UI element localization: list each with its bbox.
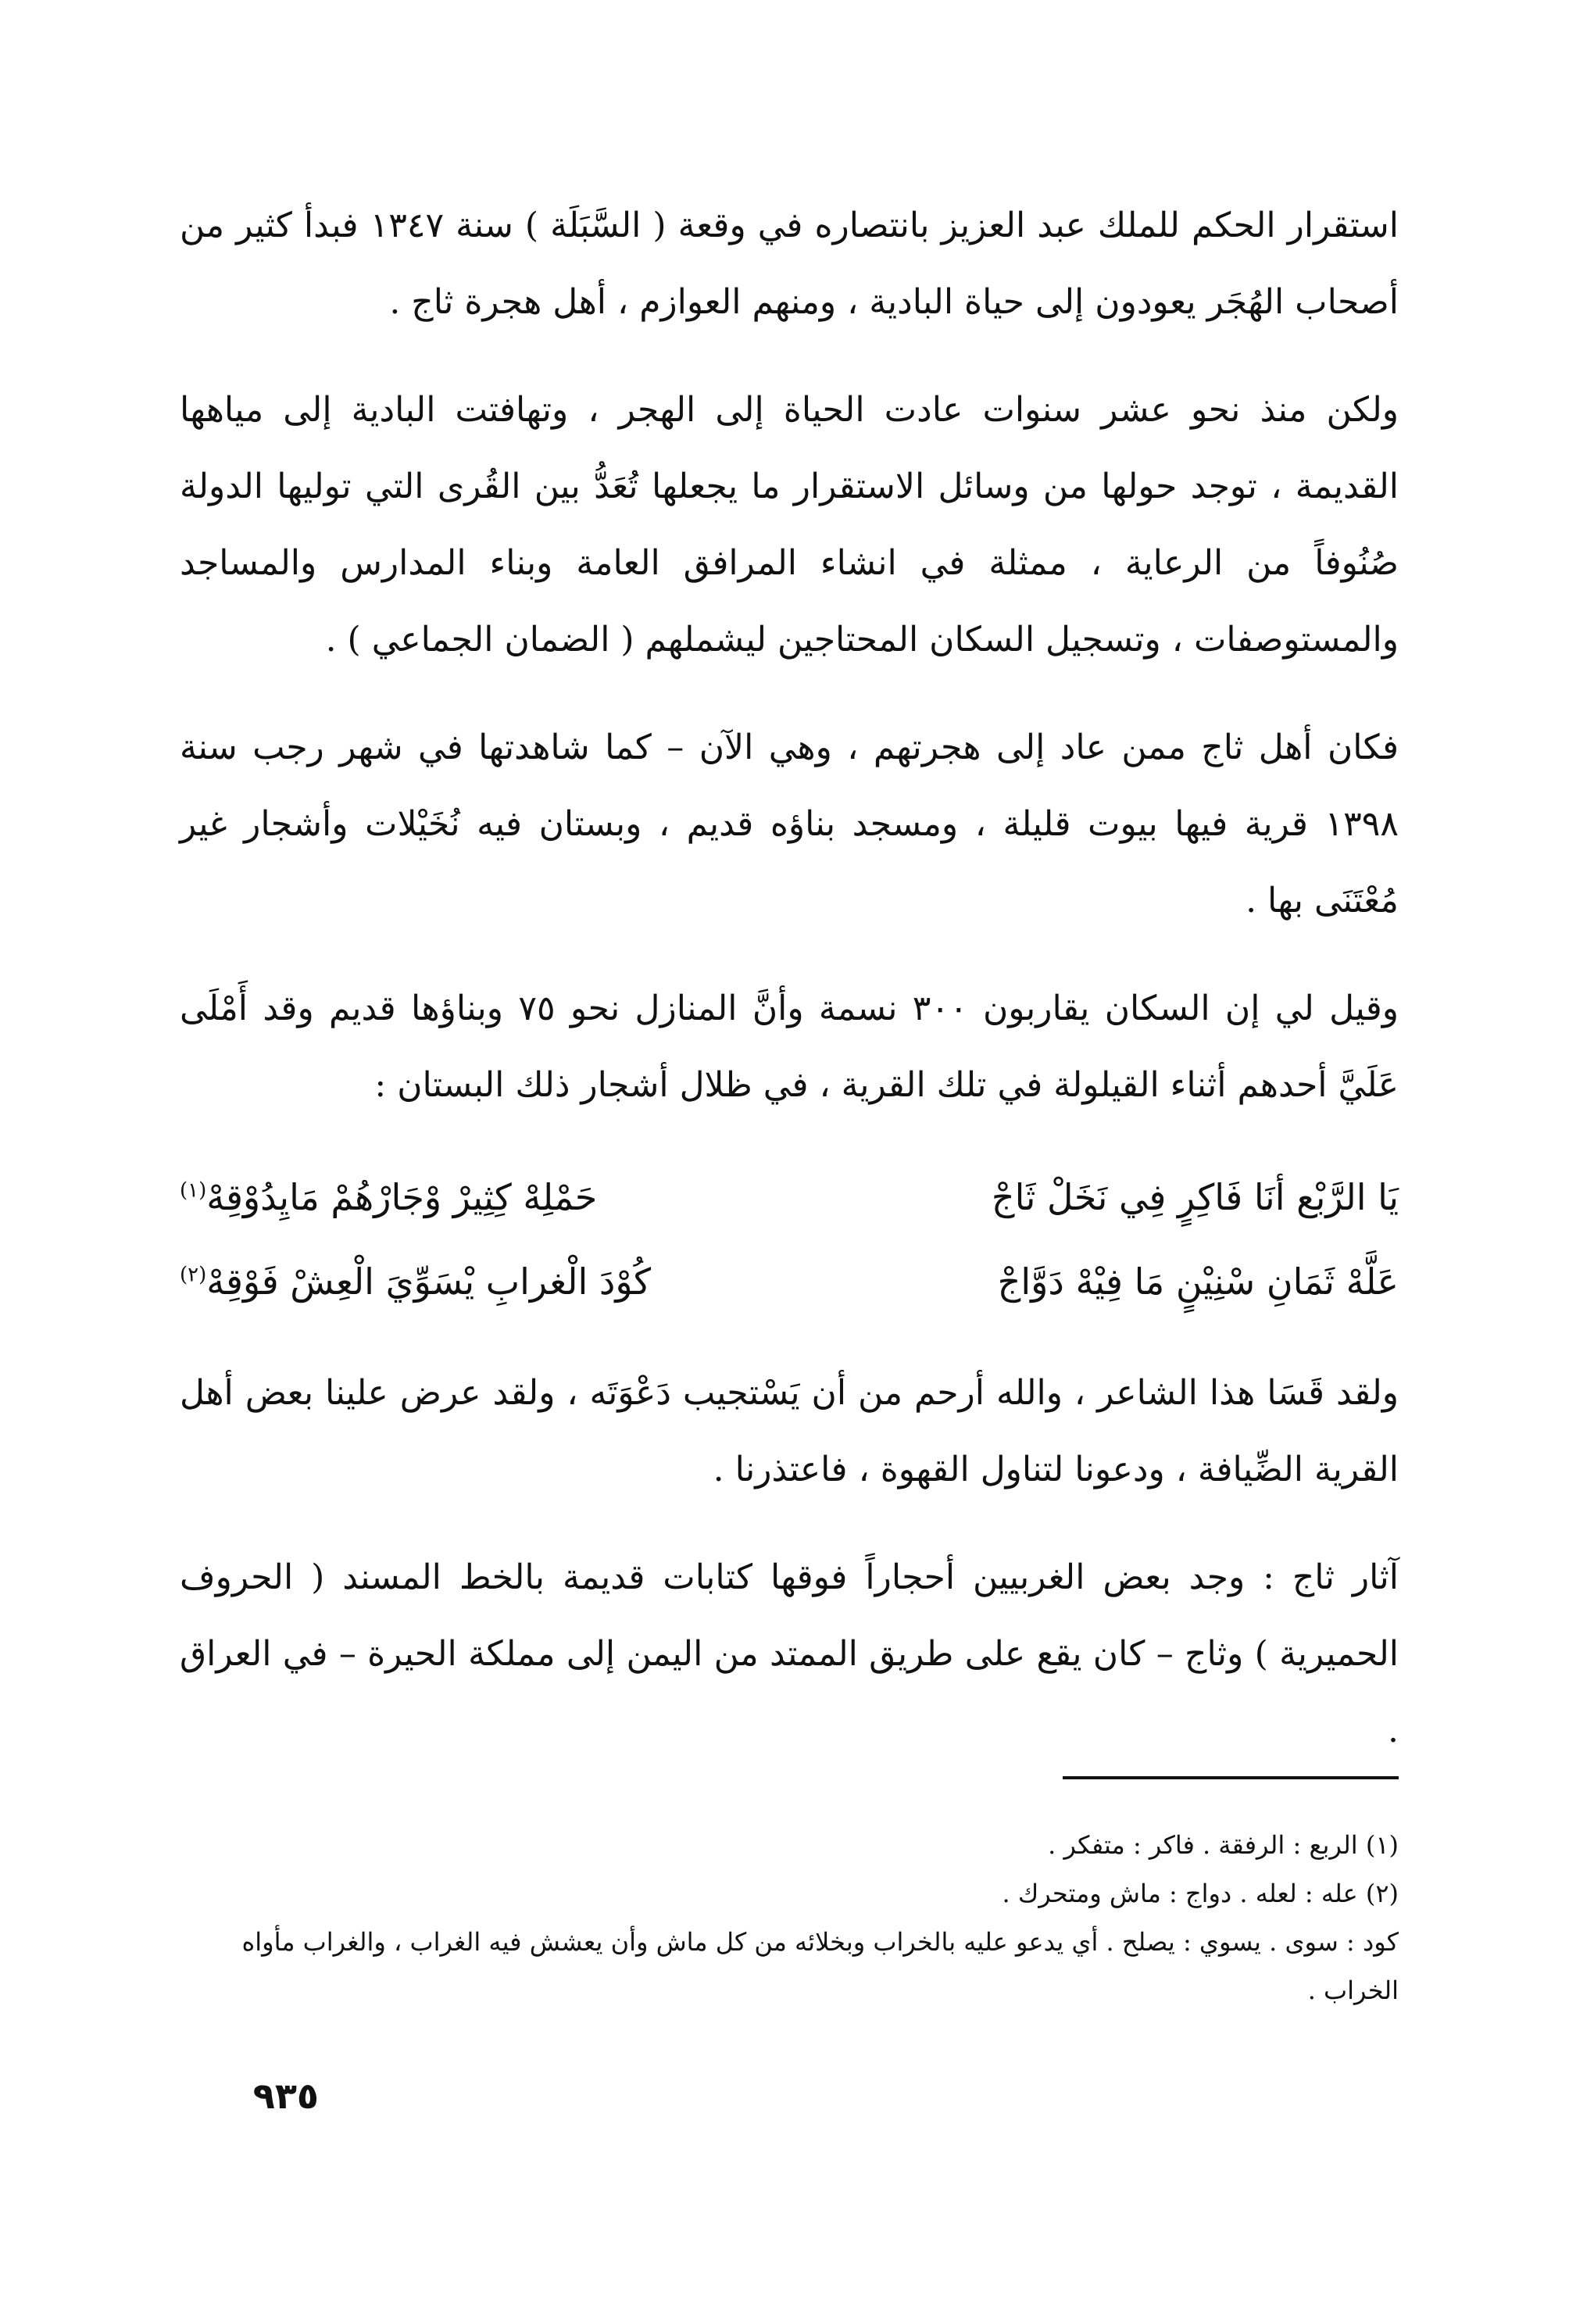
verse-first-hemistich: يَا الرَّبْع أنَا فَاكِرٍ فِي نَخَلْ ثَاجْ [991,1176,1399,1218]
page-number: ٩٣٥ [252,2075,319,2117]
paragraph: ولقد قَسَا هذا الشاعر ، والله أرحم من أن يَسْتجيب دَعْوَتَه ، ولقد عرض علينا بعض أهل القرية الضِّيافة ، ودعونا لتناول القهوة ، فاعتذرنا . [180,1373,1399,1489]
footnote-ref: (٢) [180,1263,207,1287]
main-text [180,188,1399,1800]
verse-first-hemistich: عَلَّهْ ثَمَانِ سْنِيْنٍ مَا فِيْهْ دَوَّاجْ [997,1260,1399,1303]
paragraph: ولكن منذ نحو عشر سنوات عادت الحياة إلى الهجر ، وتهافتت البادية إلى مياهها القديمة ، توجد حولها من وسائل الاستقرار ما يجعلها تُعَدُّ بين القُرى التي توليها الدولة صُنُوفاً من الرعاية ، ممثلة في انشاء المرافق العامة وبناء المدارس والمساجد والمستوصفات ، وتسجيل السكان المحتاجين ليشملهم ( الضمان الجماعي ) . [180,390,1399,660]
footnote-divider [1063,1776,1399,1779]
footnote: كود : سوى . يسوي : يصلح . أي يدعو عليه بالخراب وبخلائه من كل ماش وأن يعشش فيه الغراب ، والغراب مأواه الخراب . [241,1927,1399,2005]
verse-second-hemistich [180,1155,597,1239]
poem-verses [180,1155,1399,1324]
verse-line [180,1155,1399,1239]
verse-second-text: حَمْلِهْ كِثِيرْ وْجَارْهُمْ مَايِدُوْقِهْ [206,1176,598,1218]
paragraph: وقيل لي إن السكان يقاربون ٣٠٠ نسمة وأنَّ المنازل نحو ٧٥ وبناؤها قديم وقد أَمْلَى عَلَيَّ أحدهم أثناء القيلولة في تلك القرية ، في ظلال أشجار ذلك البستان : [180,989,1399,1105]
paragraph: فكان أهل ثاج ممن عاد إلى هجرتهم ، وهي الآن – كما شاهدتها في شهر رجب سنة ١٣٩٨ قرية فيها بيوت قليلة ، ومسجد بناؤه قديم ، وبستان فيه نُخَيْلات وأشجار غير مُعْتَنَى بها . [180,728,1399,921]
footnote: (١) الربع : الرفقة . فاكر : متفكر . [1048,1830,1399,1860]
footnote-ref: (١) [180,1178,207,1203]
paragraph: استقرار الحكم للملك عبد العزيز بانتصاره في وقعة ( السَّبَلَة ) سنة ١٣٤٧ فبدأ كثير من أصحاب الهُجَر يعودون إلى حياة البادية ، ومنهم العوازم ، أهل هجرة ثاج . [180,206,1399,322]
footnote: (٢) عله : لعله . دواج : ماش ومتحرك . [1002,1879,1399,1908]
verse-second-hemistich [180,1239,651,1324]
paragraph: آثار ثاج : وجد بعض الغربيين أحجاراً فوقها كتابات قديمة بالخط المسند ( الحروف الحميرية ) وثاج – كان يقع على طريق الممتد من اليمن إلى مملكة الحيرة – في العراق . [180,1557,1399,1750]
verse-line [180,1239,1399,1324]
footnotes [180,1821,1399,2015]
verse-second-text: كُوْدَ الْغرابِ يْسَوِّيَ الْعِشْ فَوْقِهْ [206,1260,652,1303]
